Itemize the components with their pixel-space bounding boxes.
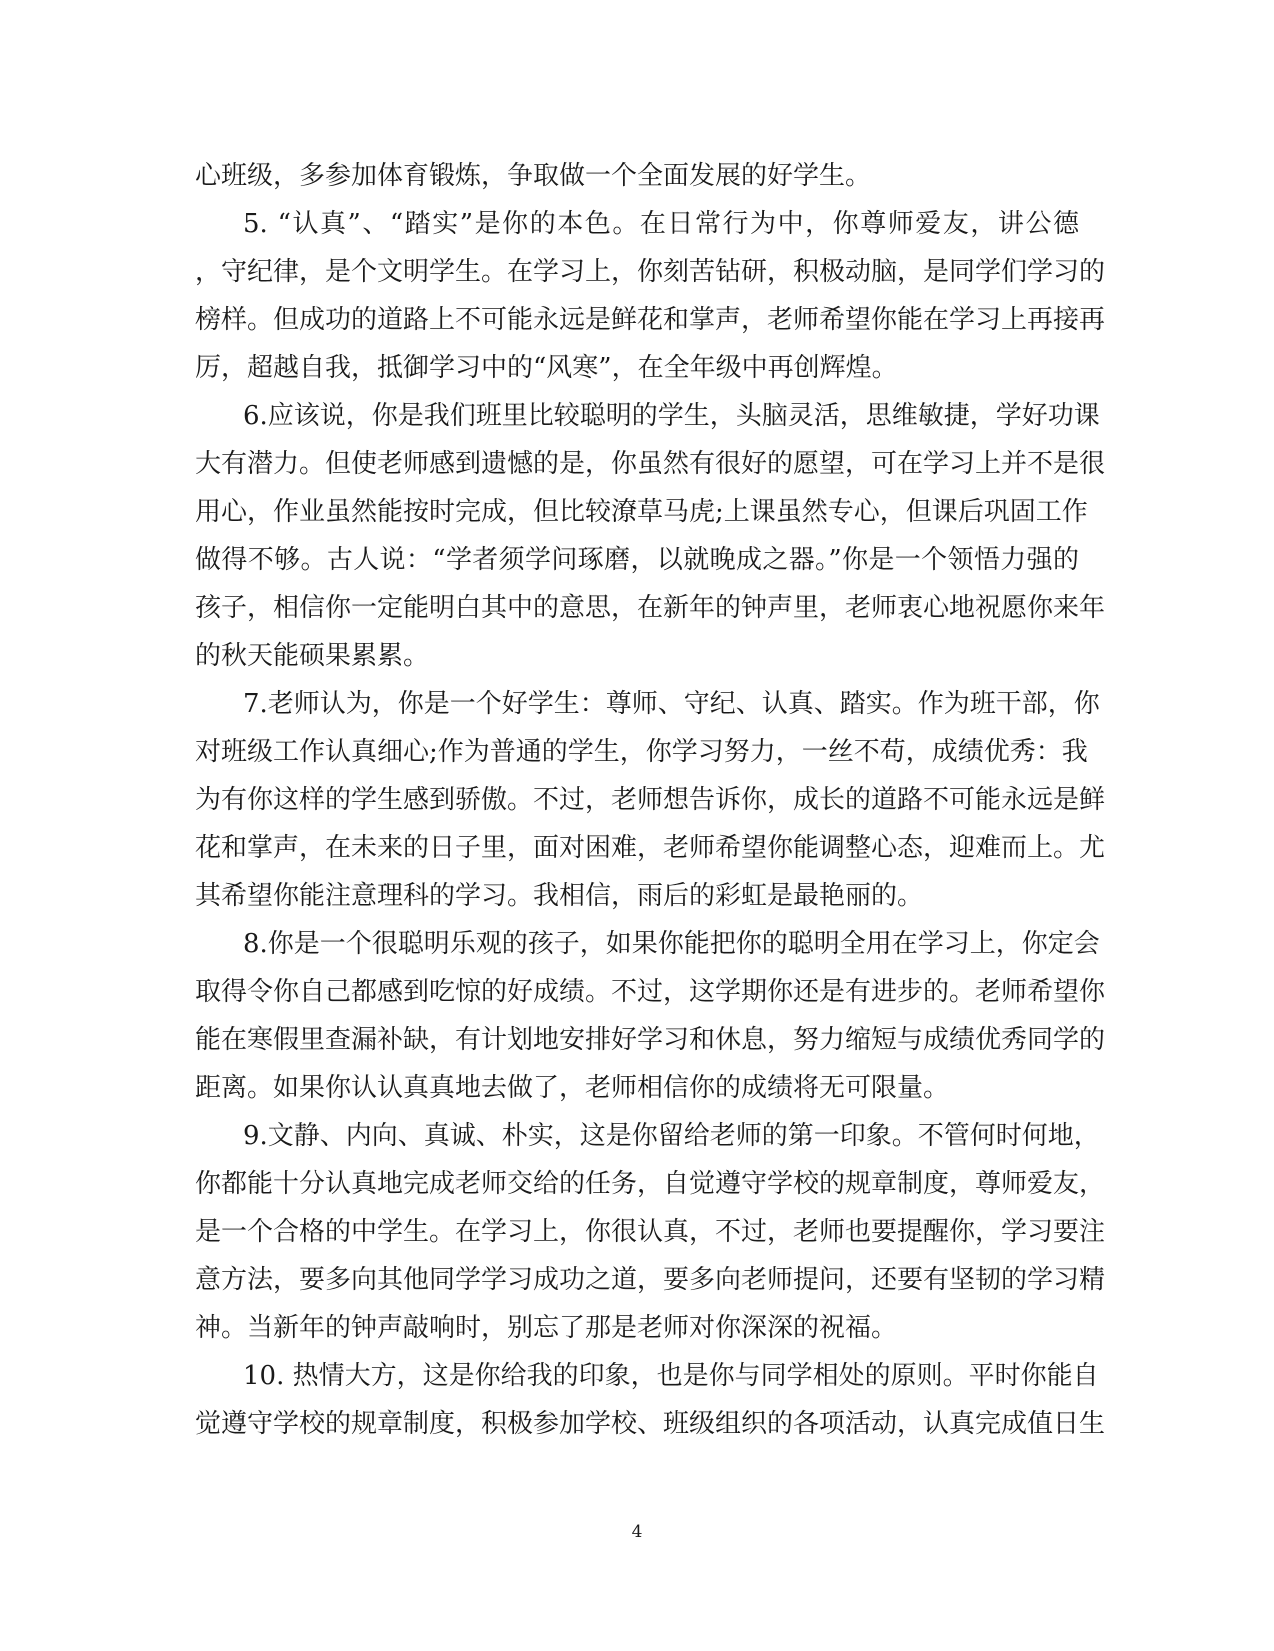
paragraph-7-line: 7.老师认为，你是一个好学生：尊师、守纪、认真、踏实。作为班干部，你	[243, 689, 1100, 719]
paragraph-6-line: 用心，作业虽然能按时完成，但比较潦草马虎;上课虽然专心，但课后巩固工作	[195, 497, 1088, 527]
paragraph-7-line: 其希望你能注意理科的学习。我相信，雨后的彩虹是最艳丽的。	[195, 881, 924, 911]
paragraph-10-line: 10. 热情大方，这是你给我的印象，也是你与同学相处的原则。平时你能自	[243, 1361, 1099, 1391]
paragraph-5-line: ，守纪律，是个文明学生。在学习上，你刻苦钻研，积极动脑，是同学们学习的	[195, 257, 1106, 287]
paragraph-7-line: 为有你这样的学生感到骄傲。不过，老师想告诉你，成长的道路不可能永远是鲜	[195, 785, 1106, 815]
page-number: 4	[631, 1522, 643, 1542]
paragraph-9-line: 9.文静、内向、真诚、朴实，这是你留给老师的第一印象。不管何时何地，	[243, 1121, 1100, 1151]
paragraph-9-line: 意方法，要多向其他同学学习成功之道，要多向老师提问，还要有坚韧的学习精	[195, 1265, 1106, 1295]
paragraph-7-line: 对班级工作认真细心;作为普通的学生，你学习努力，一丝不苟，成绩优秀：我	[195, 737, 1088, 767]
paragraph-8-line: 8.你是一个很聪明乐观的孩子，如果你能把你的聪明全用在学习上，你定会	[243, 929, 1100, 959]
paragraph-6-line: 的秋天能硕果累累。	[195, 641, 430, 671]
paragraph-10-line: 觉遵守学校的规章制度，积极参加学校、班级组织的各项活动，认真完成值日生	[195, 1409, 1106, 1439]
paragraph-5-line: 榜样。但成功的道路上不可能永远是鲜花和掌声，老师希望你能在学习上再接再	[195, 305, 1106, 335]
paragraph-7-line: 花和掌声，在未来的日子里，面对困难，老师希望你能调整心态，迎难而上。尤	[195, 833, 1106, 863]
paragraph-9-line: 是一个合格的中学生。在学习上，你很认真，不过，老师也要提醒你，学习要注	[195, 1217, 1106, 1247]
paragraph-6-line: 6.应该说，你是我们班里比较聪明的学生，头脑灵活，思维敏捷，学好功课	[243, 401, 1100, 431]
paragraph-8-line: 能在寒假里查漏补缺，有计划地安排好学习和休息，努力缩短与成绩优秀同学的	[195, 1025, 1106, 1055]
text-line: 心班级，多参加体育锻炼，争取做一个全面发展的好学生。	[195, 161, 872, 191]
document-body	[195, 152, 1106, 1448]
paragraph-6-line: 大有潜力。但使老师感到遗憾的是，你虽然有很好的愿望，可在学习上并不是很	[195, 449, 1106, 479]
paragraph-9-line: 你都能十分认真地完成老师交给的任务，自觉遵守学校的规章制度，尊师爱友，	[195, 1169, 1106, 1199]
paragraph-9-line: 神。当新年的钟声敲响时，别忘了那是老师对你深深的祝福。	[195, 1313, 898, 1343]
paragraph-6-line: 做得不够。古人说：“学者须学问琢磨，以就晚成之器。”你是一个领悟力强的	[195, 545, 1079, 575]
paragraph-8-line: 取得令你自己都感到吃惊的好成绩。不过，这学期你还是有进步的。老师希望你	[195, 977, 1106, 1007]
paragraph-6-line: 孩子，相信你一定能明白其中的意思，在新年的钟声里，老师衷心地祝愿你来年	[195, 593, 1106, 623]
paragraph-5-line: 5. “认真”、“踏实”是你的本色。在日常行为中，你尊师爱友，讲公德	[243, 209, 1079, 239]
paragraph-5-line: 厉，超越自我，抵御学习中的“风寒”，在全年级中再创辉煌。	[195, 353, 898, 383]
paragraph-8-line: 距离。如果你认认真真地去做了，老师相信你的成绩将无可限量。	[195, 1073, 950, 1103]
